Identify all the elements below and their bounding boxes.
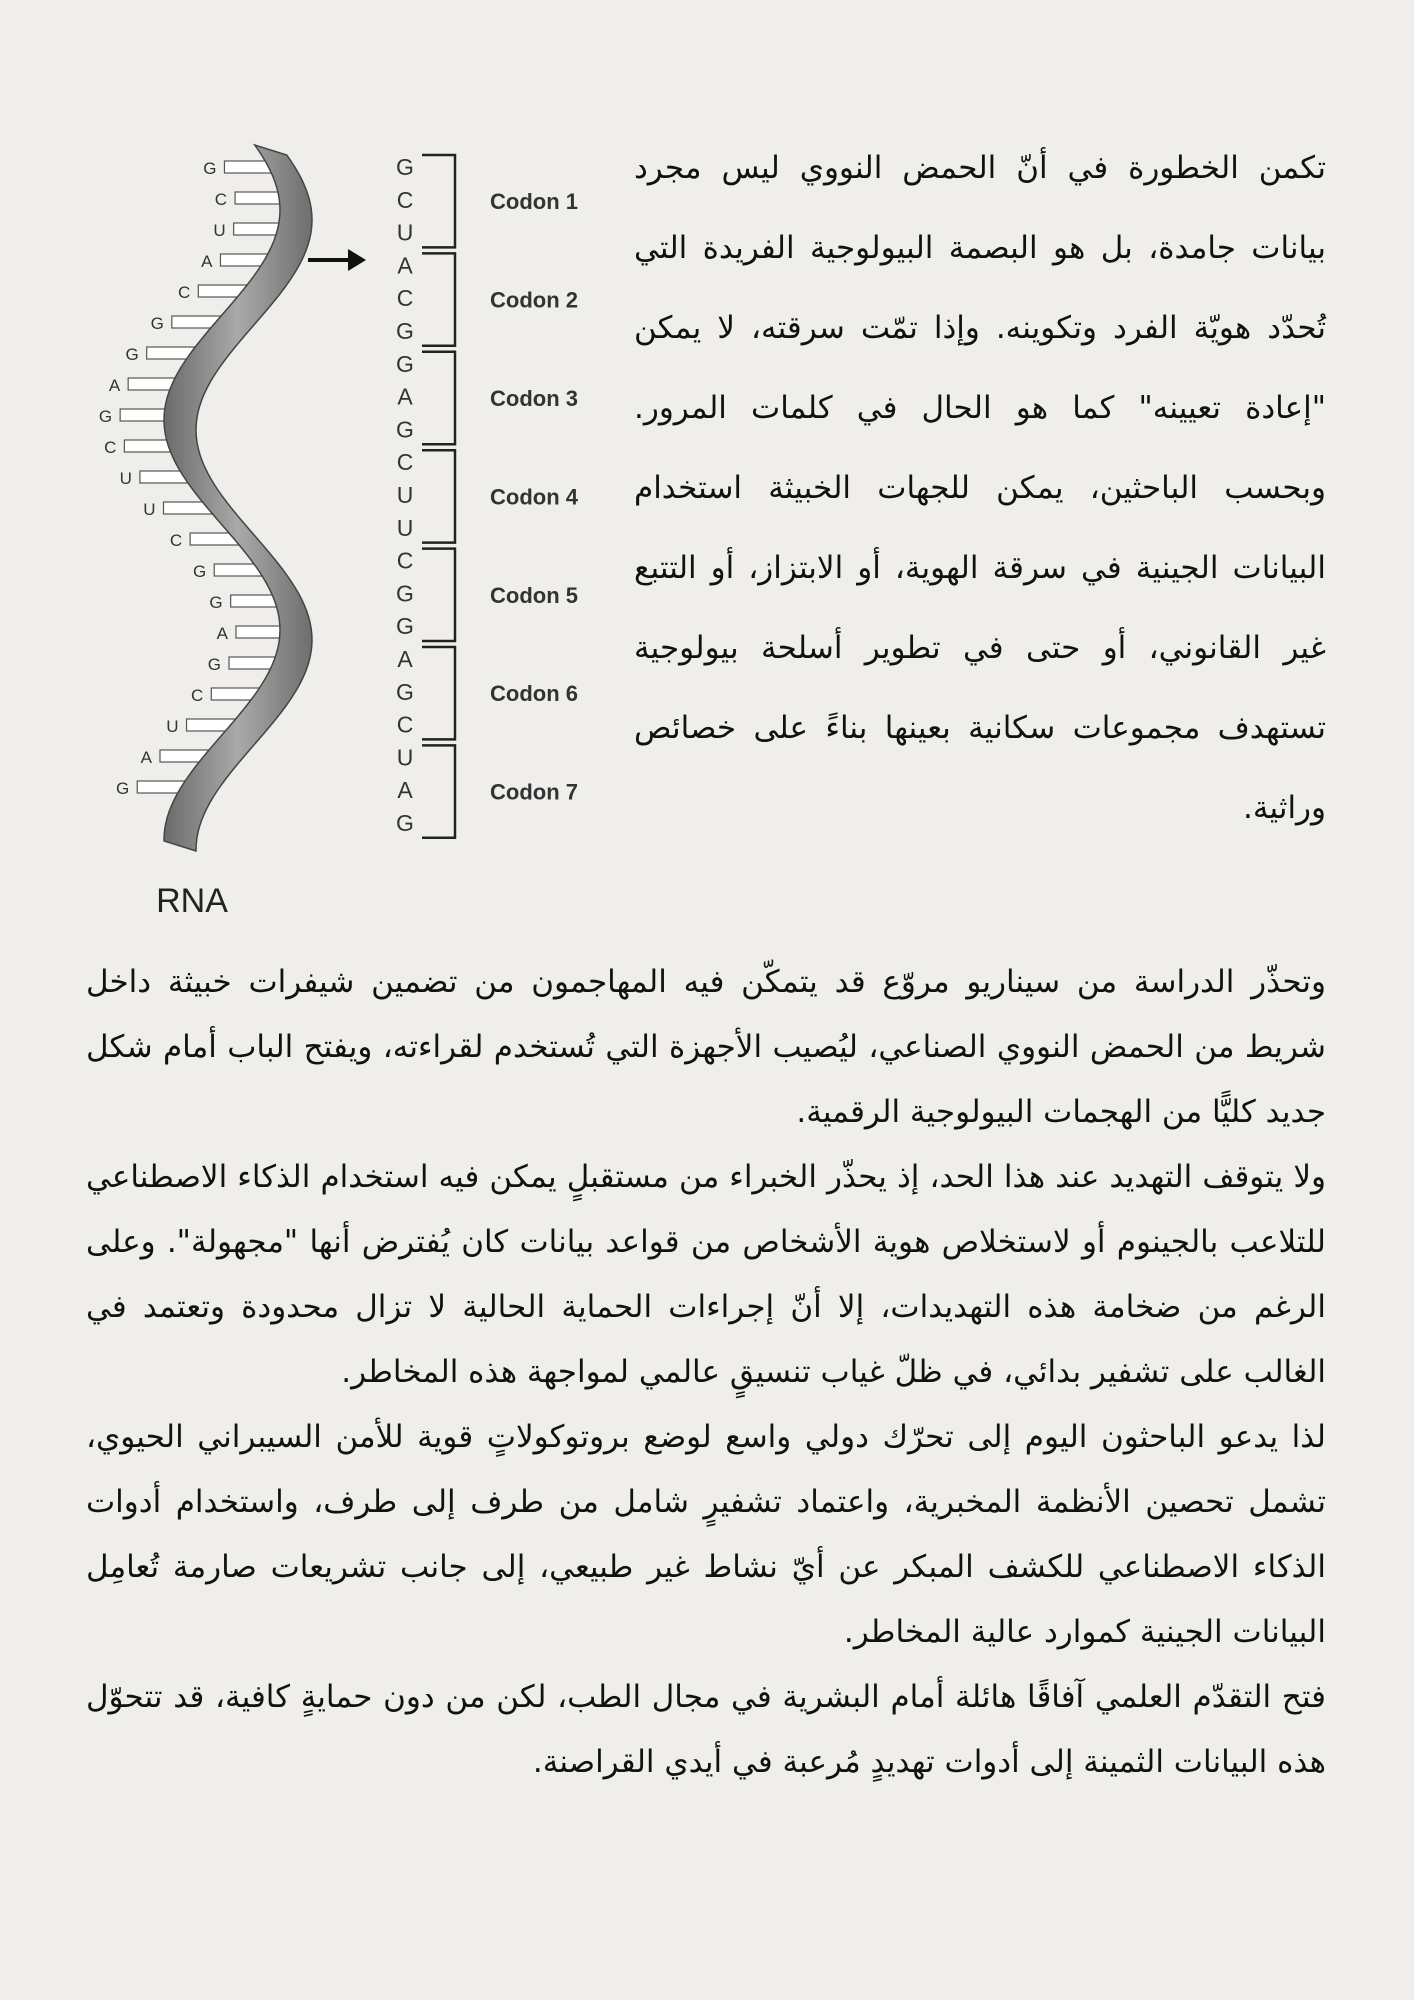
sequence-letter: G	[396, 580, 414, 607]
codon-group	[422, 253, 578, 345]
helix-base-letter: G	[209, 593, 223, 612]
helix-base-letter: U	[119, 469, 132, 488]
helix-base-letter: C	[169, 531, 183, 550]
helix-base-letter: A	[140, 748, 152, 767]
codon-group	[422, 647, 578, 739]
sequence-letter: G	[396, 318, 414, 344]
sequence-letter: G	[396, 613, 414, 640]
codon-bracket	[422, 745, 455, 837]
codon-bracket	[422, 450, 455, 542]
sequence-letter: U	[396, 744, 414, 771]
sequence-letter: C	[396, 186, 414, 213]
helix-base-letter: A	[216, 624, 228, 643]
codon-label: Codon 5	[490, 582, 578, 608]
sequence-letter: A	[397, 252, 413, 279]
intro-paragraph: تكمن الخطورة في أنّ الحمض النووي ليس مجرد بيانات جامدة، بل هو البصمة البيولوجية الفريدة التي تُحدّد هويّة الفرد وتكوينه. وإذا تمّت سرقته، لا يمكن "إعادة تعيينه" كما هو الحال في كلمات المرور. وبحسب الباحثين، يمكن للجهات الخبيثة استخدام البيانات الجينية في سرقة الهوية، أو الابتزاز، أو التتبع غير القانوني، أو حتى في تطوير أسلحة بيولوجية تستهدف مجموعات سكانية بعينها بناءً على خصائص وراثية.	[634, 150, 1326, 826]
codon-group	[422, 450, 579, 542]
codon-label: Codon 6	[490, 681, 578, 707]
helix-base-letter: U	[213, 221, 226, 240]
sequence-letter: G	[396, 810, 414, 836]
helix-base-letter: C	[178, 283, 191, 302]
helix-base-letter: C	[214, 190, 228, 209]
rna-figure	[98, 125, 620, 925]
rna-diagram	[98, 125, 620, 925]
codon-bracket	[422, 155, 455, 247]
sequence-letter: G	[396, 154, 414, 180]
codon-bracket	[422, 253, 455, 345]
sequence-letter: A	[397, 646, 413, 672]
helix-base-letter: G	[125, 345, 139, 364]
helix-base-letter: G	[193, 562, 207, 581]
helix-base-letter: A	[108, 376, 121, 395]
sequence-letter: C	[396, 285, 414, 312]
sequence-letter: A	[397, 777, 413, 804]
sequence-letter: U	[396, 482, 414, 508]
sequence-letter: U	[396, 514, 414, 541]
sequence-letter: C	[396, 711, 414, 738]
helix-base-letter: G	[207, 655, 222, 674]
helix-base-letter: U	[166, 717, 179, 736]
sequence-letter: A	[397, 383, 413, 410]
codon-group	[422, 745, 578, 837]
helix-base-letter: G	[98, 407, 113, 426]
rna-ribbon	[164, 145, 312, 851]
codon-group	[422, 549, 578, 641]
helix-base-letter: C	[104, 438, 117, 457]
codon-label: Codon 3	[490, 386, 578, 411]
sequence-letter: C	[396, 547, 414, 574]
sequence-letter: C	[396, 449, 414, 476]
sequence-letter: G	[396, 416, 414, 443]
article-body	[86, 950, 1326, 1795]
paragraph-1: وتحذّر الدراسة من سيناريو مروّع قد يتمكّن فيه المهاجمون من تضمين شيفرات خبيثة داخل شريط من الحمض النووي الصناعي، ليُصيب الأجهزة التي تُستخدم لقراءته، ويفتح الباب أمام شكل جديد كليًّا من الهجمات البيولوجية الرقمية.	[86, 964, 1326, 1130]
helix-base-letter: G	[115, 779, 130, 798]
sequence-letter: G	[396, 350, 414, 377]
helix-base-letter: C	[191, 686, 204, 705]
helix-base-letter: G	[203, 159, 217, 178]
sequence-letter: U	[396, 219, 414, 246]
helix-base-letter: A	[201, 252, 213, 271]
codon-label: Codon 4	[490, 484, 578, 510]
codon-bracket	[422, 352, 455, 444]
codon-label: Codon 2	[490, 287, 578, 313]
arrow-icon	[308, 249, 366, 271]
codon-bracket	[422, 647, 455, 739]
paragraph-4: فتح التقدّم العلمي آفاقًا هائلة أمام البشرية في مجال الطب، لكن من دون حمايةٍ كافية، قد تتحوّل هذه البيانات الثمينة إلى أدوات تهديدٍ مُرعبة في أيدي القراصنة.	[86, 1679, 1326, 1780]
codon-label: Codon 7	[490, 779, 578, 805]
paragraph-2: ولا يتوقف التهديد عند هذا الحد، إذ يحذّر الخبراء من مستقبلٍ يمكن فيه استخدام الذكاء الاصطناعي للتلاعب بالجينوم أو لاستخلاص هوية الأشخاص من قواعد بيانات كان يُفترض أنها "مجهولة". وعلى الرغم من ضخامة هذه التهديدات، إلا أنّ إجراءات الحماية الحالية لا تزال محدودة وتعتمد في الغالب على تشفير بدائي، في ظلّ غياب تنسيقٍ عالمي لمواجهة هذه المخاطر.	[86, 1159, 1326, 1390]
codon-group	[422, 155, 578, 247]
figure-caption: RNA	[156, 882, 228, 920]
codon-group	[422, 352, 578, 444]
codon-bracket	[422, 549, 455, 641]
helix-base-letter: U	[143, 500, 156, 519]
codon-label: Codon 1	[490, 189, 578, 215]
paragraph-3: لذا يدعو الباحثون اليوم إلى تحرّك دولي واسع لوضع بروتوكولاتٍ قوية للأمن السيبراني الحيوي، تشمل تحصين الأنظمة المخبرية، واعتماد تشفيرٍ شامل من طرف إلى طرف، واستخدام أدوات الذكاء الاصطناعي للكشف المبكر عن أيّ نشاط غير طبيعي، إلى جانب تشريعات صارمة تُعامِل البيانات الجينية كموارد عالية المخاطر.	[86, 1419, 1326, 1650]
sequence-letter: G	[396, 678, 414, 705]
helix-base-letter: G	[150, 314, 164, 333]
